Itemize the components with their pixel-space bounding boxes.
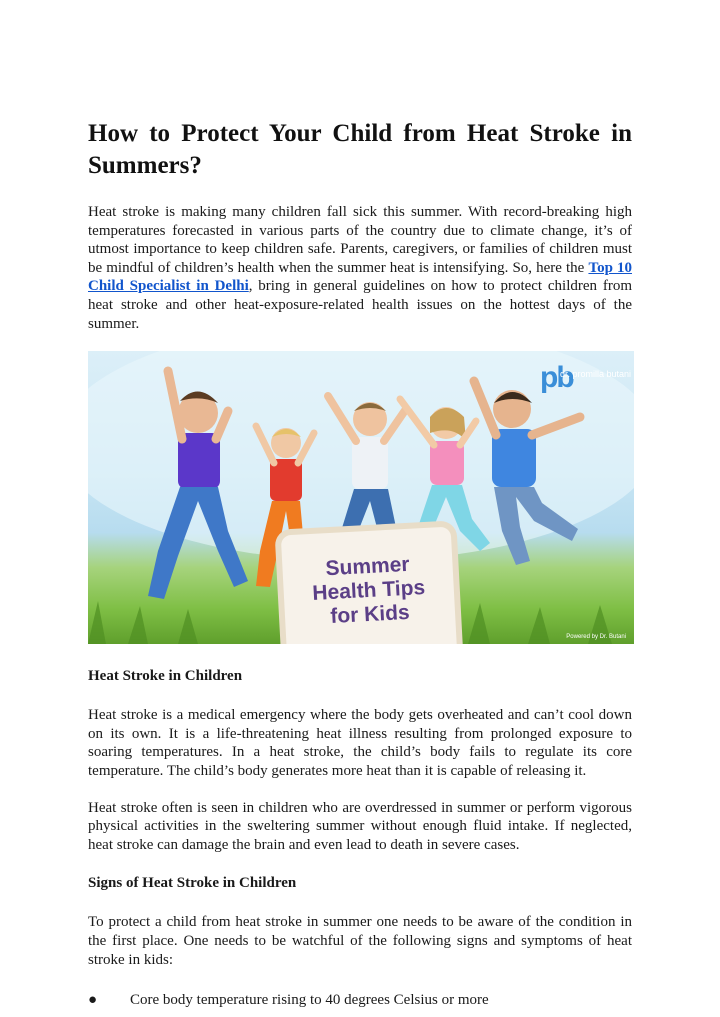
hero-image [88,351,634,644]
child-specialist-link[interactable]: Top 10 Child Specialist in Delhi [88,259,632,295]
list-item [88,991,632,1009]
heading-signs: Signs of Heat Stroke in Children [88,875,297,892]
logo-letters: pb [540,361,573,395]
intro-text-after: , bring in general guidelines on how to protect children from heat stroke and other heat-exposure-related health issues on the hottest days of the summer. [88,278,632,332]
signs-list [88,991,632,1009]
badge-line-1: Summer [324,553,411,581]
intro-paragraph [88,203,632,333]
badge-line-2: Health Tips [311,576,426,606]
document-page [88,118,632,1009]
paragraph-heat-stroke-causes: Heat stroke often is seen in children who are overdressed in summer or perform vigorous physical activities in the sweltering summer without enough fluid intake. If neglected, heat stroke can damage the brain and even lead to death in severe cases. [88,799,632,853]
intro-text-before: Heat stroke is making many children fall sick this summer. With record-breaking high temperatures forecasted in various parts of the country due to climate change, it’s of utmost importance to keep children safe. Parents, caregivers, or families of children must be mindful of children’s health when the summer heat is intensifying. So, here the [88,204,632,276]
image-credit: Powered by Dr. Butani [566,634,626,641]
paragraph-signs-intro: To protect a child from heat stroke in summer one needs to be aware of the condition in the first place. One needs to be watchful of the following signs and symptoms of heat stroke in kids: [88,914,632,968]
logo-name: dr. promilla butani [560,369,632,380]
summer-health-badge [281,527,457,644]
heading-heat-stroke: Heat Stroke in Children [88,668,243,685]
badge-line-3: for Kids [329,601,411,629]
brand-logo [540,361,632,395]
paragraph-heat-stroke-definition: Heat stroke is a medical emergency where the body gets overheated and can’t cool down on its own. It is a life-threatening heat illness resulting from prolonged exposure to soaring temperatures. In a heat stroke, the child’s body fails to regulate its core temperature. The child’s body generates more heat than it is capable of releasing it. [88,707,632,779]
bullet-icon: ● [88,992,98,1009]
list-item-text: Core body temperature rising to 40 degrees Celsius or more [130,992,489,1009]
page-title: How to Protect Your Child from Heat Stroke in Summers? [88,120,632,179]
